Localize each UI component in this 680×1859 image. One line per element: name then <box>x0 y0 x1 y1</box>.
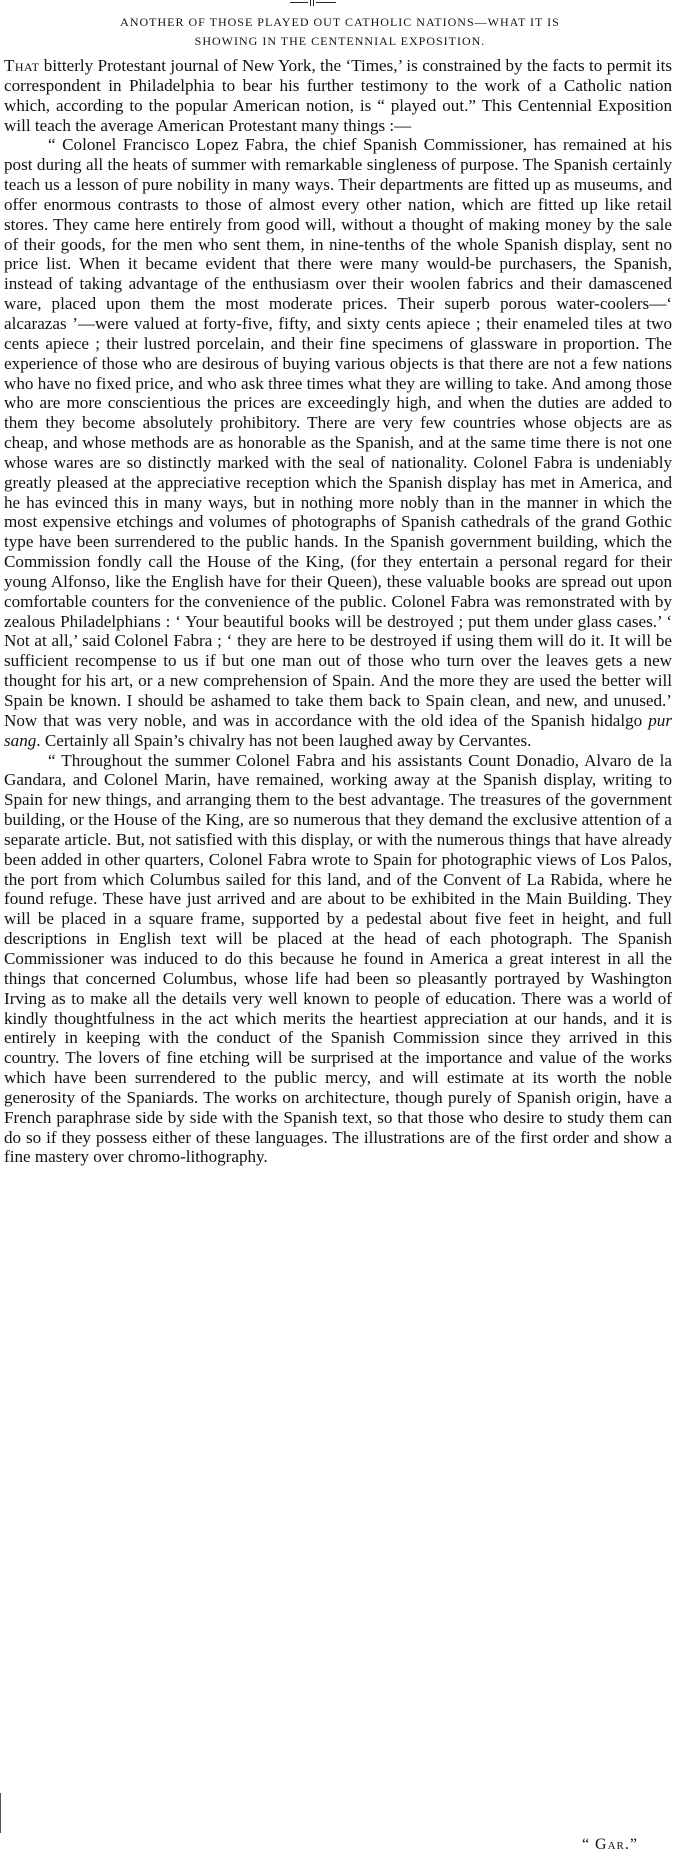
headline-line-1: ANOTHER OF THOSE PLAYED OUT CATHOLIC NATIONS—WHAT IT IS <box>120 15 560 29</box>
quoted-paragraph-1-text-b: . Certainly all Spain’s chivalry has not been laughed away by Cervantes. <box>36 730 532 750</box>
intro-text: bitterly Protestant journal of New York, the ‘Times,’ is constrained by the facts to permit its correspondent in Philadelphia to bear his further testimony to the work of a Catholic nation which, according to the popular American notion, is “ played out.” This Centennial Exposition will teach the average American Protestant many things :— <box>4 56 672 135</box>
quoted-paragraph-1 <box>4 135 672 750</box>
ornament-rule-right <box>316 2 336 3</box>
margin-rule <box>0 1793 1 1833</box>
headline-line-2: SHOWING IN THE CENTENNIAL EXPOSITION. <box>194 34 486 48</box>
header-ornament <box>290 0 336 8</box>
quoted-paragraph-1-text-a: “ Colonel Francisco Lopez Fabra, the chief Spanish Commissioner, has remained at his post during all the heats of summer with remarkable singleness of purpose. The Spanish certainly teach us a lesson of pure nobility in many ways. Their departments are fitted up as museums, and offer enormous contrasts to those of almost every other nation, which are fitted up like retail stores. They came here entirely from good will, without a thought of making money by the sale of their goods, for the men who sent them, in nine-tenths of the whole Spanish display, sent no price list. When it became evident that there were many would-be purchasers, the Spanish, instead of taking advantage of the enthusiasm over their woolen fabrics and their damascened ware, placed upon them the most moderate prices. Their superb porous water-coolers—‘ alcarazas ’—were valued at forty-five, fifty, and sixty cents apiece ; their enameled tiles at two cents apiece ; their lustred porcelain, and their fine specimens of glassware in proportion. The experience of those who are desirous of buying various objects is that there are not a few nations who have no fixed price, and who ask three times what they are willing to take. And among those who are more conscientious the prices are exceedingly high, and when the duties are added to them they become absolutely prohibitory. There are very few countries whose objects are as cheap, and whose methods are as honorable as the Spanish, and at the same time there is not one whose wares are so distinctly marked with the seal of nationality. Colonel Fabra is undeniably greatly pleased at the appreciative reception which the Spanish display has met in America, and he has evinced this in many ways, but in nothing more nobly than in the manner in which the most expensive etchings and volumes of photographs of Spanish cathedrals of the grand Gothic type have been surrendered to the public hands. In the Spanish government building, which the Commission fondly call the House of the King, (for they entertain a personal regard for their young Alfonso, like the English have for their Queen), these valuable books are spread out upon comfortable counters for the convenience of the public. Colonel Fabra was remonstrated with by zealous Philadelphians : ‘ Your beautiful books will be destroyed ; put them under glass cases.’ ‘ Not at all,’ said Colonel Fabra ; ‘ they are here to be destroyed if using them will do it. It will be sufficient recompense to us if but one man out of those who turn over the leaves gets a new thought for his art, or a new comprehension of Spain. And the more they are used the better will Spain be known. I should be ashamed to take them back to Spain clean, and new, and unused.’ Now that was very noble, and was in accordance with the old idea of the Spanish hidalgo <box>4 135 672 730</box>
ornament-tick-right <box>313 0 314 6</box>
intro-paragraph <box>4 56 672 135</box>
ornament-tick-left <box>310 0 311 6</box>
pur-sang-phrase: pur sang <box>4 710 672 750</box>
article-body <box>4 56 672 1167</box>
quoted-paragraph-2: “ Throughout the summer Colonel Fabra and his assistants Count Donadio, Alvaro de la Gandara, and Colonel Marin, have remained, working away at the Spanish display, writing to Spain for new things, and arranging them to the best advantage. The treasures of the government building, or the House of the King, are so numerous that they demand the exclusive attention of a separate article. But, not satisfied with this display, or with the numerous things that have already been added in other quarters, Colonel Fabra wrote to Spain for photographic views of Los Palos, the port from which Columbus sailed for this land, and of the Convent of La Rabida, where he found refuge. These have just arrived and are about to be exhibited in the Main Building. They will be placed in a square frame, supported by a pedestal about five feet in height, and full descriptions in English text will be placed at the head of each photograph. The Spanish Commissioner was induced to do this because he found in America a great interest in all the things that concerned Columbus, whose life had been so pleasantly portrayed by Washington Irving as to make all the details very well known to people of education. There was a world of kindly thoughtfulness in the act which merits the heartiest appreciation at our hands, and it is entirely in keeping with the conduct of the Spanish Commission since they arrived in this country. The lovers of fine etching will be surprised at the importance and value of the works which have been surrendered to the public mercy, and will estimate at its worth the noble generosity of the Spaniards. The works on architecture, though purely of Spanish origin, have a French paraphrase side by side with the Spanish text, so that those who desire to study them can do so if they possess either of these languages. The illustrations are of the first order and show a fine mastery over chromo-lithography. <box>4 750 672 1167</box>
intro-lead-word: That <box>4 56 40 75</box>
ornament-rule-left <box>290 2 308 3</box>
author-signature: “ Gar.” <box>581 1836 638 1853</box>
